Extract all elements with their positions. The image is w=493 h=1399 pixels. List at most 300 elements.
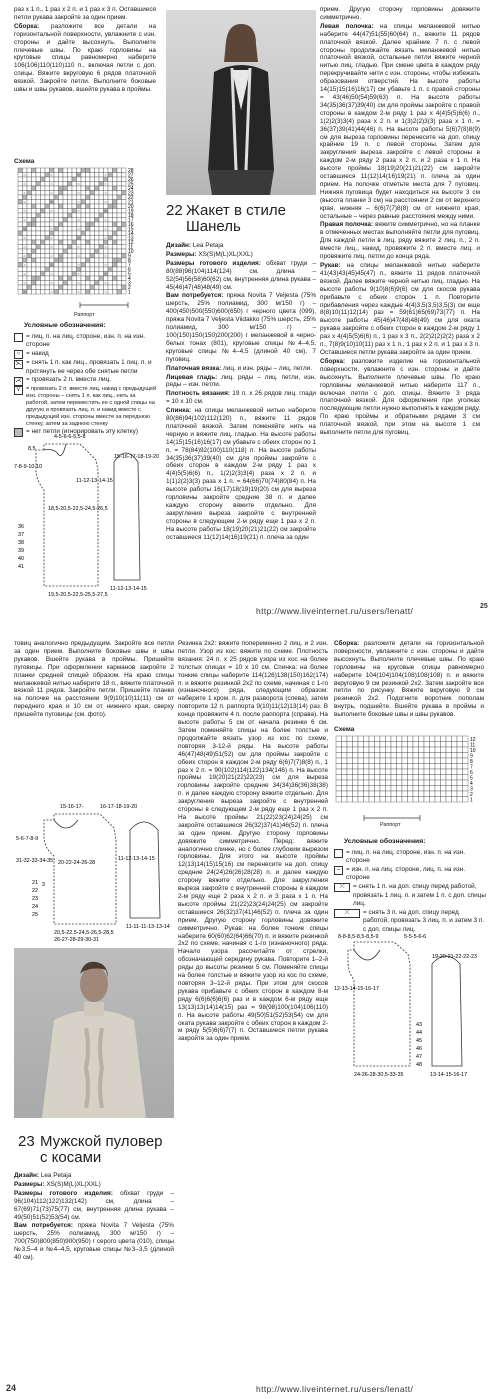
chart-cell xyxy=(419,797,425,803)
chart-cell xyxy=(72,195,77,200)
chart-cell xyxy=(99,168,104,173)
chart-row-number: 3 xyxy=(470,786,473,793)
chart-cell xyxy=(408,736,414,742)
chart-cell xyxy=(424,736,430,742)
chart-cell xyxy=(90,182,95,187)
chart-row-number: 10 xyxy=(470,748,476,754)
chart-cell xyxy=(117,182,122,187)
chart-cell xyxy=(391,764,397,770)
dim-p2-4: 24-26-28-30,5-33-35 xyxy=(354,1072,404,1078)
legend-top-item: ⋌ = провязать 2 п. вместе лиц. xyxy=(15,376,111,384)
chart-cell xyxy=(45,263,50,268)
chart-cell xyxy=(72,231,77,236)
chart-cell xyxy=(68,218,73,223)
chart-row-number: 14 xyxy=(128,231,134,237)
chart-cell xyxy=(463,758,469,764)
chart-cell xyxy=(63,191,68,196)
chart-cell xyxy=(413,780,419,786)
chart-cell xyxy=(364,753,370,759)
chart-cell xyxy=(364,797,370,803)
chart-cell xyxy=(23,186,28,191)
chart-cell xyxy=(72,209,77,214)
chart-cell xyxy=(86,258,91,263)
chart-cell xyxy=(86,267,91,272)
chart-cell xyxy=(391,791,397,797)
chart-cell xyxy=(413,742,419,748)
chart-cell xyxy=(402,747,408,753)
chart-row-number: 5 xyxy=(470,775,473,782)
chart-cell xyxy=(72,186,77,191)
chart-cell xyxy=(27,204,32,209)
chart-cell xyxy=(380,780,386,786)
chart-cell xyxy=(90,249,95,254)
chart-cell xyxy=(358,742,364,748)
chart-row-number: 3 xyxy=(128,280,131,287)
chart-cell xyxy=(59,173,64,178)
chart-cell xyxy=(99,177,104,182)
chart-row-number: 6 xyxy=(128,267,131,273)
article-23-title: Мужской пуловер с косами xyxy=(40,1133,163,1166)
chart-cell xyxy=(108,227,113,232)
chart-cell xyxy=(50,213,55,218)
chart-cell xyxy=(430,753,436,759)
chart-cell xyxy=(63,236,68,241)
url-watermark-top: http://www.liveinternet.ru/users/lenatt/ xyxy=(256,606,414,616)
chart-cell xyxy=(90,258,95,263)
chart-cell xyxy=(117,236,122,241)
chart-cell xyxy=(364,791,370,797)
chart-cell xyxy=(95,276,100,281)
chart-cell xyxy=(63,240,68,245)
dim-l41: 41 xyxy=(18,564,24,570)
chart-cell xyxy=(108,267,113,272)
yarn-over-icon: ○ xyxy=(14,350,23,359)
chart-cell xyxy=(435,747,441,753)
chart-cell xyxy=(86,227,91,232)
chart-row-number: 6 xyxy=(470,770,473,776)
chart-cell xyxy=(63,173,68,178)
chart-cell xyxy=(36,263,41,268)
chart-cell xyxy=(18,227,23,232)
chart-cell xyxy=(90,285,95,290)
chart-cell xyxy=(50,231,55,236)
chart-cell xyxy=(54,173,59,178)
chart-cell xyxy=(27,236,32,241)
chart-row-number: 5 xyxy=(128,271,131,278)
chart-cell xyxy=(347,797,353,803)
article-22-number: 22 xyxy=(166,202,183,219)
chart-cell xyxy=(408,769,414,775)
chart-cell xyxy=(452,758,458,764)
chart-cell xyxy=(41,267,46,272)
chart-cell xyxy=(446,775,452,781)
chart-cell xyxy=(108,240,113,245)
chart-cell xyxy=(122,213,127,218)
man-silhouette-icon xyxy=(14,948,174,1118)
purl-symbol-icon: – xyxy=(334,866,343,875)
chart-cell xyxy=(397,742,403,748)
chart-cell xyxy=(358,786,364,792)
chart-cell xyxy=(50,267,55,272)
chart-cell xyxy=(430,797,436,803)
chart-cell xyxy=(68,195,73,200)
legend-bottom-item: ⤫ = снять 1 п. на доп. спицу перед работой, провязать 1 лиц. п. и затем 1 п. с доп. спицы лиц. xyxy=(334,883,486,909)
chart-cell xyxy=(113,213,118,218)
chart-cell xyxy=(63,195,68,200)
chart-cell xyxy=(113,272,118,277)
chart-cell xyxy=(77,213,82,218)
chart-cell xyxy=(99,227,104,232)
chart-cell xyxy=(63,249,68,254)
chart-cell xyxy=(380,736,386,742)
chart-cell xyxy=(18,204,23,209)
chart-cell xyxy=(59,218,64,223)
chart-cell xyxy=(54,222,59,227)
chart-cell xyxy=(18,191,23,196)
yarn-over-icon: ○ xyxy=(104,182,107,186)
dim-neck: 4-5-6-6-5,5-8 xyxy=(54,434,86,440)
dim-p1-10: 25 xyxy=(32,912,38,918)
chart-cell xyxy=(457,786,463,792)
chart-cell xyxy=(336,747,342,753)
chart-cell xyxy=(90,227,95,232)
chart-cell xyxy=(86,245,91,250)
chart-cell xyxy=(358,736,364,742)
chart-cell xyxy=(457,742,463,748)
chart-cell xyxy=(380,797,386,803)
legend-top-item: = нет петли (игнорировать эту клетку) xyxy=(14,428,158,438)
chart-cell xyxy=(419,747,425,753)
chart-cell xyxy=(50,168,55,173)
chart-cell xyxy=(54,276,59,281)
chart-cell xyxy=(402,742,408,748)
chart-cell xyxy=(90,213,95,218)
chart-cell xyxy=(81,186,86,191)
chart-cell xyxy=(441,775,447,781)
chart-row-number: 16 xyxy=(128,222,134,228)
chart-cell xyxy=(59,272,64,277)
chart-row-numbers-top xyxy=(128,168,134,296)
chart-row-number: 20 xyxy=(128,204,134,210)
chart-cell xyxy=(18,222,23,227)
chart-cell xyxy=(104,204,109,209)
chart-cell xyxy=(441,753,447,759)
chart-cell xyxy=(59,209,64,214)
chart-cell xyxy=(353,753,359,759)
chart-cell xyxy=(117,191,122,196)
yarn-over-icon: ○ xyxy=(104,245,107,249)
chart-cell xyxy=(463,747,469,753)
chart-cell xyxy=(122,272,127,277)
chart-cell xyxy=(23,213,28,218)
chart-cell xyxy=(54,249,59,254)
chart-cell xyxy=(342,769,348,775)
yarn-over-icon: ○ xyxy=(23,227,26,231)
chart-cell xyxy=(95,285,100,290)
top-left-text xyxy=(14,6,156,156)
chart-cell xyxy=(380,747,386,753)
chart-cell xyxy=(424,775,430,781)
chart-cell xyxy=(72,272,77,277)
chart-cell xyxy=(402,769,408,775)
chart-cell xyxy=(347,742,353,748)
chart-cell xyxy=(408,797,414,803)
chart-cell xyxy=(117,227,122,232)
chart-cell xyxy=(18,173,23,178)
chart-cell xyxy=(108,173,113,178)
chart-cell xyxy=(77,195,82,200)
chart-cell xyxy=(86,276,91,281)
chart-cell xyxy=(408,758,414,764)
chart-cell xyxy=(113,191,118,196)
chart-cell xyxy=(36,231,41,236)
chart-cell xyxy=(104,285,109,290)
dim-p1-4: 20-22-24-26-28 xyxy=(58,860,96,866)
chart-cell xyxy=(81,267,86,272)
chart-cell xyxy=(430,775,436,781)
dim-p1-14: 11-11-11-13-13-14 xyxy=(126,924,170,930)
chart-cell xyxy=(113,195,118,200)
chart-cell xyxy=(27,168,32,173)
chart-row-number: 4 xyxy=(128,276,131,282)
chart-cell xyxy=(104,222,109,227)
chart-cell xyxy=(27,281,32,286)
chart-cell xyxy=(72,222,77,227)
chart-cell xyxy=(32,186,37,191)
chart-cell xyxy=(446,797,452,803)
chart-cell xyxy=(72,249,77,254)
chart-cell xyxy=(113,254,118,259)
chart-cell xyxy=(122,285,127,290)
chart-cell xyxy=(391,753,397,759)
yarn-over-icon: ○ xyxy=(50,263,53,267)
chart-cell xyxy=(463,775,469,781)
chart-cell xyxy=(435,764,441,770)
chart-cell xyxy=(430,742,436,748)
chart-cell xyxy=(41,195,46,200)
chart-cell xyxy=(353,747,359,753)
chart-cell xyxy=(117,177,122,182)
chart-cell xyxy=(95,186,100,191)
chart-cell xyxy=(117,213,122,218)
chart-cell xyxy=(435,742,441,748)
chart-cell xyxy=(391,775,397,781)
chart-cell xyxy=(45,267,50,272)
chart-cell xyxy=(81,222,86,227)
chart-cell xyxy=(45,204,50,209)
chart-cell xyxy=(369,764,375,770)
yarn-over-icon: ○ xyxy=(50,236,53,240)
chart-cell xyxy=(113,281,118,286)
chart-cell xyxy=(413,797,419,803)
chart-cell xyxy=(23,285,28,290)
pullover-pattern-sleeve xyxy=(334,930,484,1090)
chart-cell xyxy=(402,775,408,781)
chart-cell xyxy=(36,186,41,191)
chart-cell xyxy=(45,281,50,286)
chart-cell xyxy=(117,209,122,214)
yarn-over-icon: ○ xyxy=(50,281,53,285)
chart-cell xyxy=(424,786,430,792)
chart-cell xyxy=(108,177,113,182)
chart-cell xyxy=(86,263,91,268)
chart-cell xyxy=(353,797,359,803)
yarn-over-icon: ○ xyxy=(50,290,53,294)
chart-cell xyxy=(59,222,64,227)
chart-cell xyxy=(32,222,37,227)
chart-cell xyxy=(72,177,77,182)
chart-cell xyxy=(117,231,122,236)
chart-cell xyxy=(81,236,86,241)
chart-cell xyxy=(45,290,50,295)
chart-cell xyxy=(90,204,95,209)
yarn-over-icon: ○ xyxy=(77,218,80,222)
chart-cell xyxy=(54,272,59,277)
chart-cell xyxy=(18,236,23,241)
chart-cell xyxy=(32,290,37,295)
chart-cell xyxy=(54,263,59,268)
chart-cell xyxy=(446,780,452,786)
chart-cell xyxy=(380,791,386,797)
legend-top xyxy=(14,322,158,437)
chart-row-number: 9 xyxy=(470,753,473,760)
chart-cell xyxy=(54,254,59,259)
yarn-over-icon: ○ xyxy=(23,209,26,213)
legend-bottom xyxy=(334,838,486,935)
chart-cell xyxy=(113,276,118,281)
chart-cell xyxy=(108,231,113,236)
chart-cell xyxy=(441,797,447,803)
chart-cell xyxy=(342,797,348,803)
chart-cell xyxy=(59,267,64,272)
chart-cell xyxy=(369,780,375,786)
chart-cell xyxy=(369,769,375,775)
chart-cell xyxy=(45,200,50,205)
dim-p2-6: 43 xyxy=(416,1022,422,1028)
chart-cell xyxy=(435,791,441,797)
chart-cell xyxy=(402,791,408,797)
chart-cell xyxy=(122,258,127,263)
chart-cell xyxy=(413,753,419,759)
chart-cell xyxy=(95,195,100,200)
chart-cell xyxy=(441,764,447,770)
chart-cell xyxy=(54,240,59,245)
chart-cell xyxy=(99,182,104,187)
chart-cell xyxy=(113,236,118,241)
chart-cell xyxy=(113,186,118,191)
chart-cell xyxy=(375,775,381,781)
chart-cell xyxy=(95,245,100,250)
chart-cell xyxy=(50,276,55,281)
chart-cell xyxy=(72,227,77,232)
chart-cell xyxy=(45,245,50,250)
chart-cell xyxy=(117,168,122,173)
dim-p2-8: 45 xyxy=(416,1038,422,1044)
dim-p2-11: 48 xyxy=(416,1062,422,1068)
chart-cell xyxy=(18,272,23,277)
chart-cell xyxy=(72,191,77,196)
chart-cell xyxy=(419,791,425,797)
chart-cell xyxy=(54,258,59,263)
chart-cell xyxy=(441,747,447,753)
chart-cell xyxy=(32,177,37,182)
chart-cell xyxy=(430,791,436,797)
chart-cell xyxy=(32,272,37,277)
chart-cell xyxy=(99,240,104,245)
chart-cell xyxy=(59,231,64,236)
article-23-col3: Сборка: разложите детали на горизонтальной поверхности, увлажните с изн. стороны и дайте высохнуть. Выполните плечевые швы. По краю горловины на круговые спицы равномерно наберите 104(104)104(108)108(108) п. и вяжите вкруговую 9 см резинкой 2х2. Затем закройте все петли по рисунку. Вяжите вкруговую 9 см резинкой 2х2. Подогните воротник пополам внутрь, подшейте. Вшейте рукава в проймы и выполните боковые швы и швы рукавов. xyxy=(334,640,484,719)
chart-cell xyxy=(45,218,50,223)
chart-cell xyxy=(27,218,32,223)
chart-cell xyxy=(86,209,91,214)
chart-cell xyxy=(419,780,425,786)
chart-cell xyxy=(86,213,91,218)
chart-cell xyxy=(424,797,430,803)
chart-cell xyxy=(41,209,46,214)
chart-row-number: 9 xyxy=(128,253,131,260)
chart-cell xyxy=(18,258,23,263)
chart-cell xyxy=(63,186,68,191)
chart-cell xyxy=(23,195,28,200)
chart-cell xyxy=(419,736,425,742)
chart-cell xyxy=(391,769,397,775)
chart-cell xyxy=(36,276,41,281)
chart-cell xyxy=(380,764,386,770)
chart-cell xyxy=(435,769,441,775)
chart-cell xyxy=(375,742,381,748)
chart-cell xyxy=(63,182,68,187)
chart-cell xyxy=(81,249,86,254)
chart-cell xyxy=(54,209,59,214)
chart-cell xyxy=(68,263,73,268)
chart-cell xyxy=(45,240,50,245)
chart-row-number: 11 xyxy=(470,742,476,749)
chart-cell xyxy=(95,168,100,173)
chart-cell xyxy=(419,786,425,792)
legend-top-title: Условные обозначения: xyxy=(24,322,106,329)
chart-cell xyxy=(99,272,104,277)
dim-side: 11-12-13-14-15 xyxy=(76,478,113,484)
chart-cell xyxy=(27,290,32,295)
chart-cell xyxy=(353,742,359,748)
chart-cell xyxy=(41,177,46,182)
chart-cell xyxy=(68,267,73,272)
chart-cell xyxy=(45,231,50,236)
chart-cell xyxy=(63,281,68,286)
chart-cell xyxy=(117,254,122,259)
knitting-chart-top xyxy=(14,166,164,314)
chart-cell xyxy=(63,258,68,263)
chart-cell xyxy=(113,222,118,227)
chart-cell xyxy=(59,245,64,250)
chart-cell xyxy=(45,168,50,173)
chart-cell xyxy=(36,177,41,182)
chart-row-numbers-bottom xyxy=(470,737,476,804)
chart-cell xyxy=(59,254,64,259)
chart-cell xyxy=(27,245,32,250)
chart-cell xyxy=(68,258,73,263)
chart-cell xyxy=(441,786,447,792)
yarn-over-icon: ○ xyxy=(23,200,26,204)
dim-p1-0: 16-17-18-19-20 xyxy=(100,804,138,810)
chart-cell xyxy=(72,200,77,205)
chart-cell xyxy=(86,168,91,173)
chart-cell xyxy=(54,227,59,232)
chart-cell xyxy=(336,791,342,797)
chart-cell xyxy=(397,769,403,775)
chart-cell xyxy=(90,281,95,286)
chart-cell xyxy=(68,186,73,191)
